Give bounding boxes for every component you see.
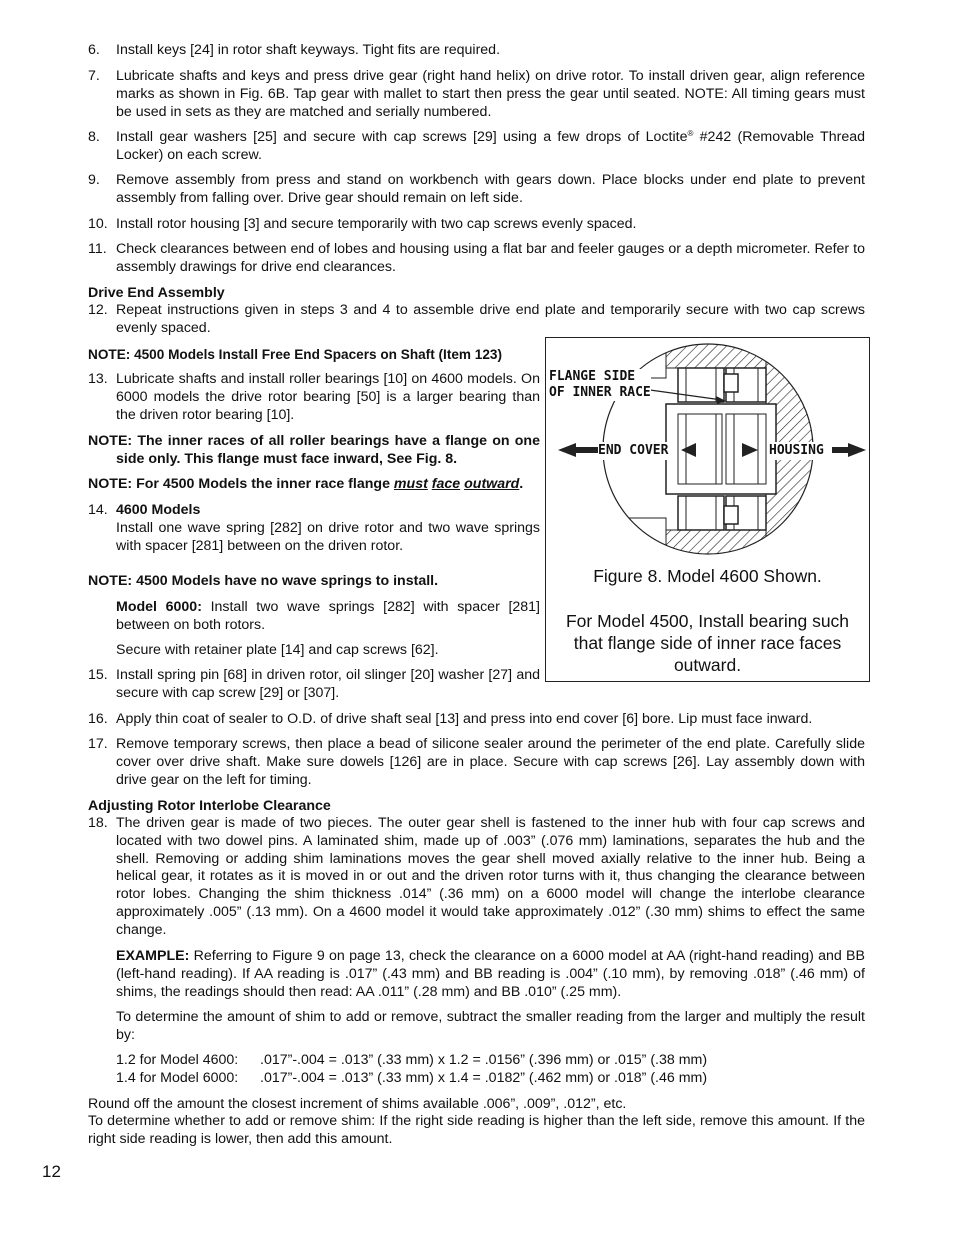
- step-text: Install keys [24] in rotor shaft keyways. Tight fits are required.: [116, 42, 501, 58]
- step-6: [88, 42, 865, 60]
- step-number: 9.: [88, 172, 100, 188]
- calc-value: .017”-.004 = .013” (.33 mm) x 1.4 = .0182” (.462 mm) or .018” (.46 mm): [260, 1070, 708, 1086]
- figure-caption: Figure 8. Model 4600 Shown.: [593, 566, 822, 586]
- calc-label: 1.2 for Model 4600:: [116, 1052, 239, 1068]
- label-end-cover: END COVER: [598, 443, 669, 458]
- add-remove-paragraph: To determine whether to add or remove shim: If the right side reading is higher than the left side, remove this amount. If the right side reading is lower, then add this amount.: [88, 1113, 865, 1147]
- arrow-left-icon: [558, 443, 598, 457]
- step-number: 12.: [88, 302, 108, 318]
- note-4500-flange: [88, 476, 548, 494]
- step-text: Remove assembly from press and stand on workbench with gears down. Place blocks under end plate to prevent assembly from falling over. Drive gear should remain on left side.: [116, 172, 865, 206]
- registered-mark: ®: [687, 129, 694, 138]
- drive-end-heading: Drive End Assembly: [88, 285, 225, 301]
- step-number: 16.: [88, 711, 108, 727]
- emphasis-outward: outward: [464, 476, 520, 492]
- model-6000-text: Install two wave springs [282] with spacer [281] between on both rotors.: [116, 599, 540, 633]
- retainer-paragraph: Secure with retainer plate [14] and cap screws [62].: [116, 642, 439, 658]
- example-text: Referring to Figure 9 on page 13, check the clearance on a 6000 model at AA (right-hand reading) and BB (left-hand reading). If AA reading is .017” (.43 mm) and BB reading is .004” (.10 mm), by removing .018” (.46 mm) of shims, the readings should then read: AA .011” (.28 mm) and BB .010” (.25 mm).: [116, 948, 865, 1000]
- step-7: [88, 68, 865, 121]
- label-flange-side: [549, 369, 651, 401]
- figure-8: [545, 337, 870, 682]
- model-6000-paragraph: [116, 599, 540, 635]
- note-flange: [88, 433, 540, 469]
- step-text-b: #242 (Removable Thread Locker) on each screw.: [116, 129, 865, 163]
- step-number: 13.: [88, 371, 108, 387]
- step-text-a: Install gear washers [25] and secure with cap screws [29] using a few drops of Loctite: [116, 129, 688, 145]
- step-text: Remove temporary screws, then place a bead of silicone sealer around the perimeter of the end plate. Carefully slide cover over drive shaft. Make sure dowels [126] are in place. Secure with cap screws [26]. Lay assembly down with drive gear on the left for timing.: [116, 736, 865, 788]
- step-number: 17.: [88, 736, 108, 752]
- step-number: 15.: [88, 667, 108, 683]
- note-spacers: NOTE: 4500 Models Install Free End Spacers on Shaft (Item 123): [88, 347, 502, 362]
- step-17: [88, 736, 865, 789]
- step-11: [88, 241, 865, 277]
- emphasis-must: must: [393, 476, 428, 492]
- step-text: Install spring pin [68] in driven rotor, oil slinger [20] washer [27] and secure with cap screw [29] or [307].: [116, 667, 540, 701]
- step-14: [88, 502, 540, 555]
- step-16: [88, 711, 865, 729]
- example-label: EXAMPLE:: [116, 948, 190, 964]
- round-off-paragraph: Round off the amount the closest increment of shims available .006”, .009”, .012”, etc.: [88, 1096, 627, 1112]
- step-text: [116, 129, 865, 165]
- arrow-right-icon: [832, 443, 866, 457]
- step-number: 7.: [88, 68, 100, 84]
- calc-value: .017”-.004 = .013” (.33 mm) x 1.2 = .0156” (.396 mm) or .015” (.38 mm): [260, 1052, 708, 1068]
- step-text: Lubricate shafts and install roller bearings [10] on 4600 models. On 6000 models the drive rotor bearing [50] is a larger bearing than the driven rotor bearing [10].: [116, 371, 540, 423]
- step-text: Install one wave spring [282] on drive rotor and two wave springs with spacer [281] between on the driven rotor.: [116, 519, 540, 554]
- figure-note: For Model 4500, Install bearing such that flange side of inner race faces outward.: [565, 611, 850, 675]
- step-number: 14.: [88, 502, 108, 518]
- step-13: [88, 371, 540, 424]
- step-number: 8.: [88, 129, 100, 145]
- emphasis-face: face: [431, 476, 461, 492]
- calc-row-4600: [116, 1052, 707, 1070]
- step-text: Check clearances between end of lobes and housing using a flat bar and feeler gauges or a depth micrometer. Refer to assembly drawings for drive end clearances.: [116, 241, 865, 275]
- step-text: The driven gear is made of two pieces. The outer gear shell is fastened to the inner hub with four cap screws and located with two dowel pins. A laminated shim, made up of .003” (.076 mm) laminations, separates the hub and the shell. Removing or adding shim laminations moves the gear shell moved axially relative to the inner hub. Being a helical gear, it rotates as it is moved in or out and the driven rotor turns with it, thus changing the clearance between rotor lobes. Changing the shim thickness .014” (.36 mm) on a 6000 model will change the interlobe clearance approximately .005” (.13 mm). On a 4600 model it would take approximately .012” (.30 mm) shims to effect the same change.: [116, 815, 865, 938]
- step-18: [88, 815, 865, 940]
- note-4500-end: .: [519, 476, 524, 492]
- step-number: 10.: [88, 216, 108, 232]
- step-text: Install rotor housing [3] and secure temporarily with two cap screws evenly spaced.: [116, 216, 637, 232]
- calc-label: 1.4 for Model 6000:: [116, 1070, 239, 1086]
- determine-paragraph: [116, 1009, 865, 1045]
- step-text: Repeat instructions given in steps 3 and 4 to assemble drive end plate and temporarily secure with two cap screws evenly spaced.: [116, 302, 865, 336]
- note-no-wave: NOTE: 4500 Models have no wave springs to install.: [88, 573, 439, 589]
- step-15: [88, 667, 540, 703]
- note-flange-text: NOTE: The inner races of all roller bearings have a flange on one side only. This flange must face inward, See Fig. 8.: [88, 433, 540, 467]
- step-10: [88, 216, 865, 234]
- label-housing: HOUSING: [769, 443, 824, 458]
- step-number: 18.: [88, 815, 108, 831]
- step-number: 11.: [88, 241, 107, 257]
- step-number: 6.: [88, 42, 100, 58]
- example-paragraph: [116, 948, 865, 1001]
- step-8: [88, 129, 865, 165]
- step-9: [88, 172, 865, 208]
- calc-row-6000: [116, 1070, 707, 1088]
- model-6000-label: Model 6000:: [116, 599, 202, 615]
- label-flange-line1: FLANGE SIDE: [549, 369, 636, 384]
- step-text: Apply thin coat of sealer to O.D. of drive shaft seal [13] and press into end cover [6] bore. Lip must face inward.: [116, 711, 813, 727]
- step-12: [88, 302, 865, 338]
- determine-text: To determine the amount of shim to add or remove, subtract the smaller reading from the larger and multiply the result by:: [116, 1009, 865, 1043]
- step-text: Lubricate shafts and keys and press drive gear (right hand helix) on drive rotor. To install driven gear, align reference marks as shown in Fig. 6B. Tap gear with mallet to start then press the gear until seated. NOTE: All timing gears must be used in sets as they are matched and serially numbered.: [116, 68, 865, 120]
- step-title: 4600 Models: [116, 502, 201, 518]
- label-flange-line2: OF INNER RACE: [549, 385, 651, 400]
- adjusting-heading: Adjusting Rotor Interlobe Clearance: [88, 798, 331, 814]
- page-number: 12: [42, 1162, 61, 1181]
- note-4500-text: NOTE: For 4500 Models the inner race flange: [88, 476, 394, 492]
